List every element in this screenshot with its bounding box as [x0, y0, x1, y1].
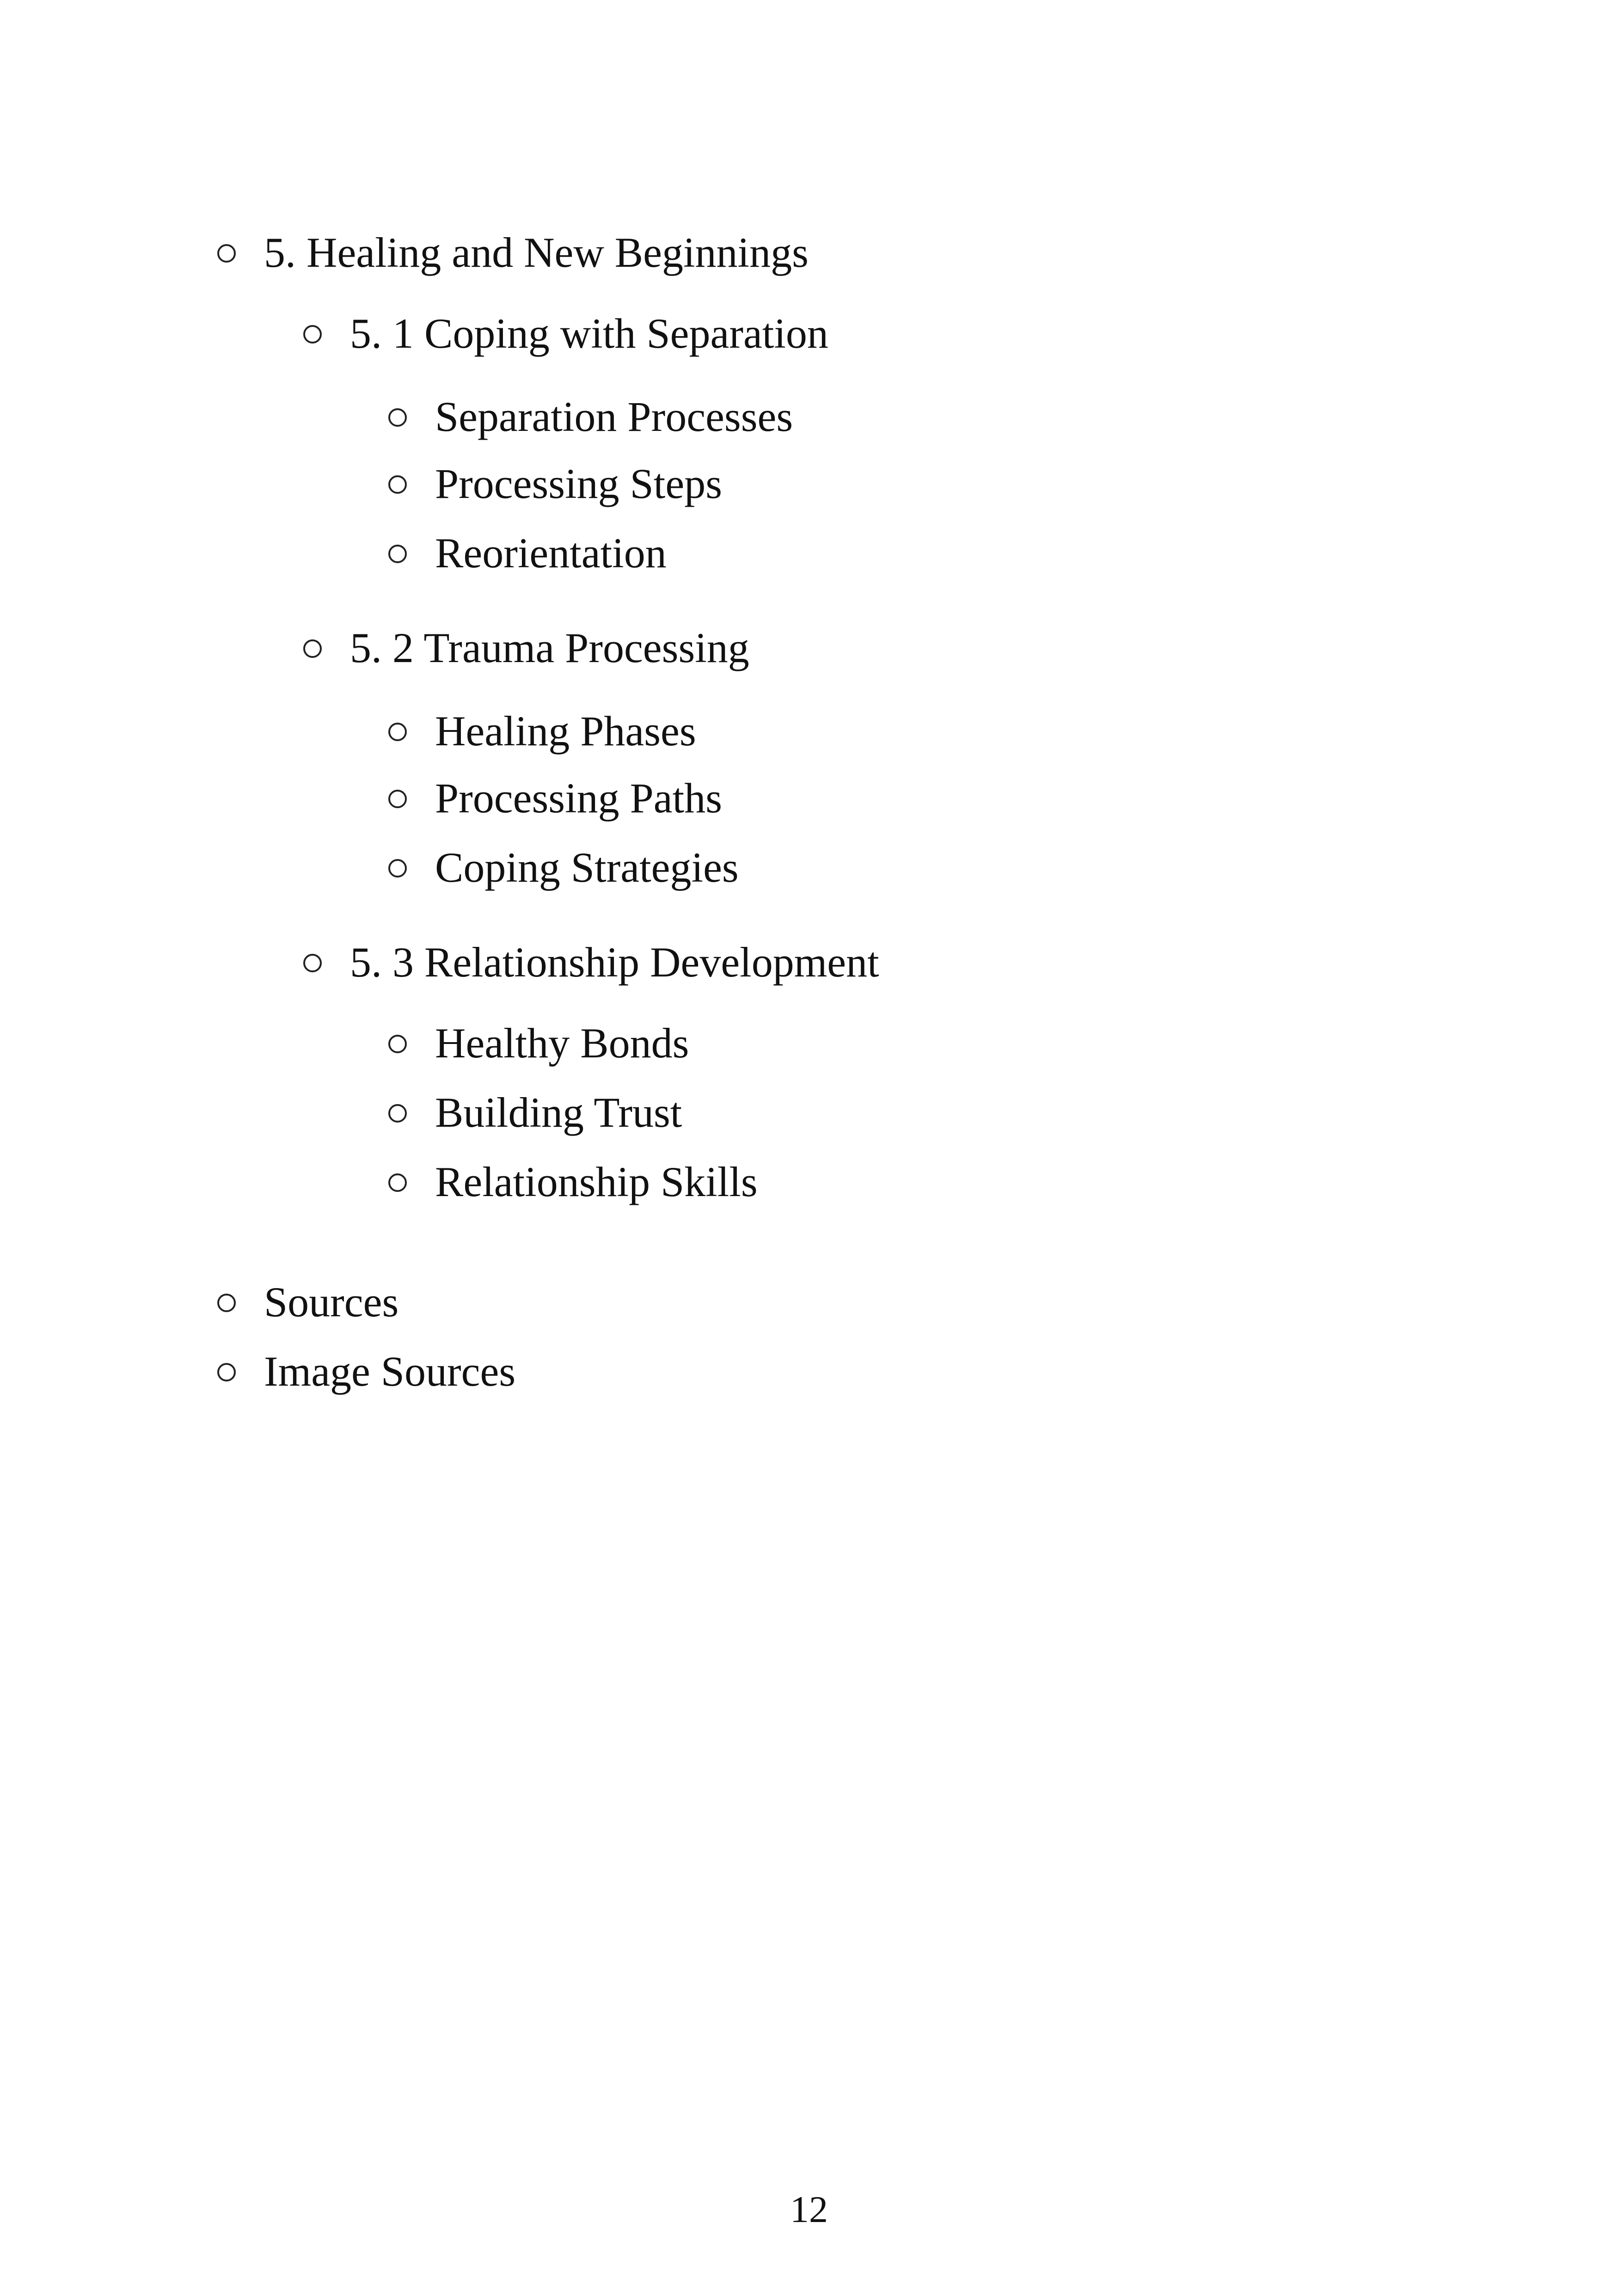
circle-bullet-icon — [388, 1173, 407, 1192]
circle-bullet-icon — [217, 1294, 236, 1312]
circle-bullet-icon — [217, 244, 236, 263]
circle-bullet-icon — [388, 790, 407, 808]
toc-entry-label: Processing Steps — [435, 460, 722, 507]
circle-bullet-icon — [388, 859, 407, 878]
circle-bullet-icon — [303, 639, 322, 658]
circle-bullet-icon — [388, 723, 407, 741]
toc-entry-label: Processing Paths — [435, 774, 722, 822]
toc-entry-subsection-5-3[interactable] — [303, 939, 879, 986]
circle-bullet-icon — [388, 408, 407, 427]
toc-entry-item[interactable] — [388, 1019, 689, 1067]
toc-entry-sources[interactable] — [217, 1278, 399, 1326]
toc-entry-label: Building Trust — [435, 1089, 682, 1136]
toc-entry-label: 5. 3 Relationship Development — [350, 939, 879, 986]
toc-entry-label: Reorientation — [435, 529, 667, 577]
toc-entry-item[interactable] — [388, 1091, 682, 1134]
toc-entry-item[interactable] — [388, 774, 722, 822]
toc-entry-label: Separation Processes — [435, 393, 793, 440]
page-number: 12 — [790, 2188, 828, 2230]
toc-entry-item[interactable] — [388, 707, 696, 755]
toc-entry-label: 5. Healing and New Beginnings — [264, 229, 809, 276]
toc-entry-label: Coping Strategies — [435, 844, 739, 891]
toc-entry-image-sources[interactable] — [217, 1350, 515, 1393]
circle-bullet-icon — [217, 1363, 236, 1381]
toc-entry-item[interactable] — [388, 462, 722, 505]
toc-entry-item[interactable] — [388, 1160, 758, 1203]
circle-bullet-icon — [303, 954, 322, 972]
circle-bullet-icon — [388, 1104, 407, 1123]
circle-bullet-icon — [388, 1035, 407, 1053]
toc-entry-subsection-5-2[interactable] — [303, 626, 749, 669]
circle-bullet-icon — [303, 325, 322, 344]
toc-entry-label: Relationship Skills — [435, 1158, 758, 1205]
toc-entry-label: Sources — [264, 1278, 399, 1326]
toc-entry-item[interactable] — [388, 846, 739, 889]
circle-bullet-icon — [388, 545, 407, 563]
toc-entry-item[interactable] — [388, 395, 793, 438]
toc-entry-section-5[interactable] — [217, 231, 809, 274]
toc-entry-subsection-5-1[interactable] — [303, 312, 828, 355]
toc-entry-label: Healing Phases — [435, 707, 696, 755]
toc-entry-label: Image Sources — [264, 1348, 516, 1395]
toc-entry-label: 5. 2 Trauma Processing — [350, 624, 749, 671]
toc-entry-item[interactable] — [388, 529, 667, 577]
toc-entry-label: Healthy Bonds — [435, 1019, 689, 1067]
toc-entry-label: 5. 1 Coping with Separation — [350, 310, 828, 357]
circle-bullet-icon — [388, 475, 407, 494]
